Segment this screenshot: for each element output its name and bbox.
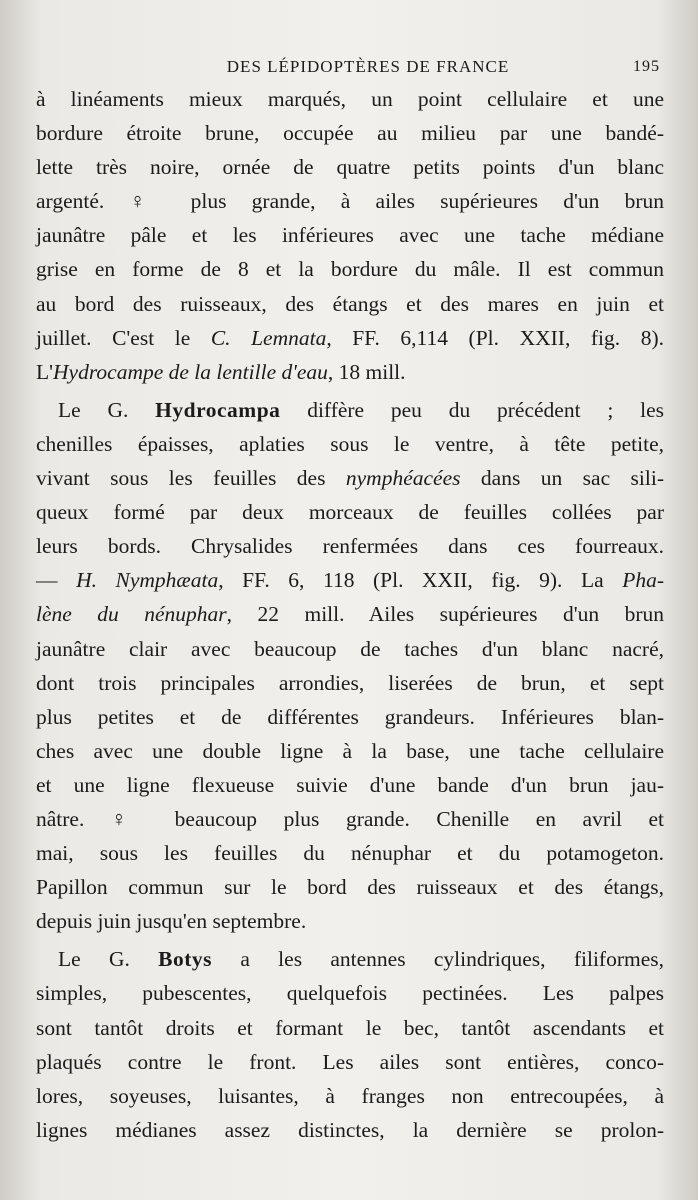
page-number: 195: [633, 58, 660, 75]
text-run: , FF. 6,114 (Pl. XXII, fig. 8).: [326, 325, 664, 350]
text-run: Le G.: [58, 397, 156, 422]
common-name: Pha-: [622, 568, 665, 593]
paragraph-continued: [36, 82, 664, 389]
text-line: [36, 355, 664, 389]
text-line: lignes médianes assez distinctes, la dernière se prolon-: [36, 1117, 664, 1142]
text-line: [36, 563, 664, 597]
text-run: vivant sous les feuilles des: [36, 466, 346, 491]
text-line: chenilles épaisses, aplaties sous le ventre, à tête petite,: [36, 431, 664, 456]
text-line: grise en forme de 8 et la bordure du mâle. Il est commun: [36, 257, 664, 282]
text-line: leurs bords. Chrysalides renfermées dans ces fourreaux.: [36, 534, 664, 559]
body-text: [36, 82, 664, 1147]
genus-name: Hydrocampa: [155, 397, 281, 422]
text-line: sont tantôt droits et formant le bec, tantôt ascendants et: [36, 1015, 664, 1040]
text-run: —: [36, 568, 77, 593]
text-run: L': [36, 359, 54, 384]
text-line: [36, 597, 664, 631]
text-line: [36, 461, 664, 495]
text-line: et une ligne flexueuse suivie d'une bande d'un brun jau-: [36, 772, 664, 797]
genus-name: Botys: [158, 947, 213, 972]
text-line: argenté. ♀ plus grande, à ailes supérieures d'un brun: [36, 189, 664, 214]
text-run: diffère peu du précédent ; les: [280, 397, 664, 422]
text-line: simples, pubescentes, quelquefois pectinées. Les palpes: [36, 981, 664, 1006]
text-line: [36, 942, 664, 976]
running-head: [36, 52, 664, 82]
text-line: ches avec une double ligne à la base, une tache cellulaire: [36, 738, 664, 763]
text-run: , 18 mill.: [327, 359, 406, 384]
text-line: queux formé par deux morceaux de feuilles collées par: [36, 500, 664, 525]
text-line: mai, sous les feuilles du nénuphar et du potamogeton.: [36, 841, 664, 866]
common-name: lène du nénuphar: [36, 602, 227, 627]
text-line: à linéaments mieux marqués, un point cellulaire et une: [36, 87, 664, 111]
text-line: [36, 321, 664, 355]
text-run: juillet. C'est le: [36, 325, 211, 350]
text-run: , FF. 6, 118 (Pl. XXII, fig. 9). La: [218, 568, 623, 593]
text-line: plus petites et de différentes grandeurs. Inférieures blan-: [36, 704, 664, 729]
text-line: dont trois principales arrondies, liserées de brun, et sept: [36, 670, 664, 695]
text-line: [36, 393, 664, 427]
plant-family: nymphéacées: [345, 466, 461, 491]
text-line: plaqués contre le front. Les ailes sont entières, conco-: [36, 1049, 664, 1074]
running-title: DES LÉPIDOPTÈRES DE FRANCE: [226, 57, 510, 76]
text-run: , 22 mill. Ailes supérieures d'un brun: [226, 602, 664, 627]
text-line: au bord des ruisseaux, des étangs et des mares en juin et: [36, 291, 664, 316]
paragraph-hydrocampa: [36, 393, 664, 939]
species-name: H. Nymphæata: [76, 568, 219, 593]
text-line: Papillon commun sur le bord des ruisseaux et des étangs,: [36, 875, 664, 900]
text-line: lores, soyeuses, luisantes, à franges non entrecoupées, à: [36, 1083, 664, 1108]
paragraph-botys: [36, 942, 664, 1147]
text-run: dans un sac sili-: [460, 466, 664, 491]
text-line: bordure étroite brune, occupée au milieu par une bandé-: [36, 121, 664, 146]
common-name: Hydrocampe de la lentille d'eau: [53, 359, 328, 384]
text-run: Le G.: [58, 947, 159, 972]
species-name: C. Lemnata: [210, 325, 327, 350]
text-line: jaunâtre clair avec beaucoup de taches d'un blanc nacré,: [36, 636, 664, 661]
text-line: depuis juin jusqu'en septembre.: [36, 909, 307, 934]
text-line: jaunâtre pâle et les inférieures avec une tache médiane: [36, 223, 664, 248]
text-line: nâtre. ♀ beaucoup plus grande. Chenille en avril et: [36, 806, 664, 831]
text-line: lette très noire, ornée de quatre petits points d'un blanc: [36, 155, 664, 180]
text-run: a les antennes cylindriques, filiformes,: [212, 947, 664, 972]
